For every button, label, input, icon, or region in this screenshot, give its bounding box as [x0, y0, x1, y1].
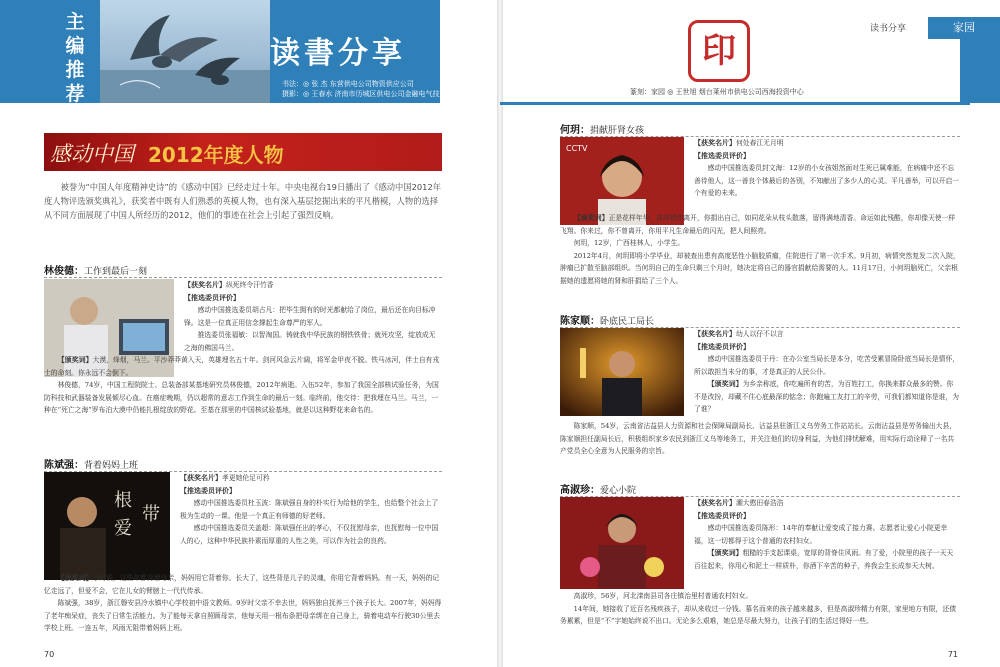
side-label-char: 荐: [65, 83, 85, 105]
award-label: 【获奖名片】: [694, 139, 736, 147]
review-label: 【推选委员评价】: [694, 151, 750, 160]
award-text: 幼人以仔不以言: [736, 330, 784, 338]
credit-calligraphy: 书法：◎ 张 杰 东营供电公司物资供应公司: [282, 80, 414, 88]
section-tabs: [870, 17, 1000, 39]
svg-text:CCTV: CCTV: [566, 144, 588, 153]
section-label: 读书分享: [870, 24, 907, 34]
award-text: 孝更她伦足可矜: [222, 474, 270, 482]
banner-calligraphy: 感动中国: [50, 142, 134, 166]
person-heading: [560, 118, 960, 134]
seal-stamp: 印: [688, 20, 750, 82]
person-name: 陈斌强：: [44, 460, 84, 471]
portrait-illustration: [560, 497, 684, 589]
review-label: 【推选委员评价】: [184, 293, 240, 302]
words-label: 【颁奖词】: [707, 549, 743, 557]
bio-text: 2012年4月，何玥即将小学毕业，却被查出患有高度恶性小脑胶质瘤，住院进行了第一次手术。9月初，病情突然复发二次入院，肿瘤已扩散至脑部组织。当何玥自己的生命只剩三个月时，她决定将自己的器官捐献给需要的人。11月17日，小何玥脑死亡，父亲根据她的遗愿将她的肾和肝捐给了三个人。: [560, 251, 960, 285]
person-award-block: [694, 328, 960, 416]
person-name: 何玥：: [560, 125, 590, 136]
header-credits: [282, 79, 461, 99]
person-heading: [44, 453, 442, 469]
review-text: 感动中国推选委员于丹：在办公室当局长是本分，吃苦受累冒险卧底当局长是情怀，所以敢担当未分的事，才是真正的人民公仆。: [694, 355, 960, 376]
column-title: 读書分享: [270, 36, 406, 71]
person-name: 林俊德：: [44, 266, 84, 277]
bio-text: 林俊德，74岁，中国工程院院士、总装备部某基地研究员林俊德，2012年病逝。入伍52年，参加了我国全部核试验任务，为国防科技和武器装备发展倾尽心血。在癌症晚期，仍以超常的意志工作到生命的最后一刻。临终前，他交待：把我埋在马兰。马兰，一种在“死亡之海”罗布泊大漠中仍能扎根绽放的野花。至基在那里的中国核试验基地，就是以这种野花来命名的。: [44, 381, 439, 414]
bio-text: 14年间，她接收了近百名残疾孩子，却从来收过一分钱。慕名而来的孩子越来越多，但是高淑珍精力有限，家里地方有限，还债务累累，但是“不”字她始终说不出口。无论多么艰难，她总是尽最大努力，让孩子们的生活过得好一些。: [560, 604, 957, 625]
words-text: 小时候，这些年都背着母亲，妈妈用它背着你。长大了，这些背是儿子的灵魂，你用它背着妈妈。有一天，妈妈的记忆走远了，但爱不会，它在儿女的臂膀上一代代传承。: [44, 574, 440, 595]
person-photo: [560, 328, 684, 416]
words-text: 正是花样年华，你却悄然离开，你捐出自己，如同花朵从枝头散落，留得满地清香。命运如此残酷，你却像天使一样飞翔。你来过，你不曾离开，你用平凡生命最后的闪光，把人间照亮。: [560, 214, 956, 235]
person-subtitle: 工作到最后一刻: [84, 267, 148, 277]
award-text: 潮大憨田春浩浩: [736, 499, 784, 507]
award-text: 纵死终令汗竹香: [226, 281, 274, 289]
person-photo: [44, 472, 170, 580]
person-subtitle: 背着妈妈上班: [84, 461, 139, 471]
award-label: 【获奖名片】: [184, 281, 226, 289]
person-award-block: [184, 279, 442, 354]
portrait-illustration: [560, 328, 684, 416]
bio-head: 高淑珍，56岁，河北滦南县司各庄镇治里村普通农村妇女。: [573, 592, 753, 600]
person-name: 高淑珍：: [560, 485, 600, 496]
words-text: 为乡亲称底，你吃遍所有的苦，为百姓打工，你换来群众最多的赞。你不是改扮，却藏不住心底最深的惦念；你跑遍工友打工的辛劳，可我们都知道你是谁，为了谁？: [694, 380, 960, 413]
portrait-illustration: [44, 472, 170, 580]
review-text: 感动中国推选委员胡占凡：把毕生拥有的时光都献给了岗位，最后还在向目标冲锋。这是一位真正用信念撑起生命尊严的军人。: [184, 306, 436, 327]
person-award-block: [180, 472, 442, 547]
side-label-char: 编: [65, 35, 85, 57]
seal-credit: 篆刻：家园 ◎ 王世旭 烟台莱州市供电公司西海投资中心: [630, 88, 804, 96]
words-label: 【颁奖词】: [57, 574, 93, 582]
credit-photo: 摄影：◎ 王春水 济南市历城区供电公司金融电气技术中心: [282, 90, 461, 98]
award-label: 【获奖名片】: [694, 499, 736, 507]
review-text-2: 感动中国推选委员关盖超：陈斌强任出的孝心，不仅抚慰母亲，也抚慰每一位中国人的心，这种中华民族朴素而厚重的人性之美，可以作为社会的良药。: [180, 524, 439, 545]
side-label: [60, 10, 90, 106]
svg-text:爱: 爱: [114, 518, 132, 539]
section-home-tab: 家园: [928, 17, 1000, 39]
header-rule: [500, 102, 970, 105]
words-label: 【颁奖词】: [707, 380, 743, 388]
person-heading: [44, 259, 442, 275]
review-label: 【推选委员评价】: [694, 342, 750, 351]
person-name: 陈家顺：: [560, 316, 600, 327]
heron-illustration: [100, 0, 270, 103]
person-body: [560, 420, 960, 458]
person-body: [560, 590, 960, 628]
person-subtitle: 卧底民工局长: [600, 317, 655, 327]
award-label: 【获奖名片】: [694, 330, 736, 338]
side-label-char: 推: [65, 59, 85, 81]
person-heading: [560, 309, 960, 325]
svg-text:带: 带: [142, 504, 160, 525]
side-label-char: 主: [65, 11, 85, 33]
person-body: [44, 354, 442, 417]
page-number-right: 71: [947, 650, 958, 659]
person-award-block: [694, 137, 960, 200]
bio-head: 何玥，12岁，广西桂林人，小学生。: [573, 239, 685, 247]
svg-text:根: 根: [114, 490, 132, 511]
person-subtitle: 爱心小院: [600, 486, 637, 496]
intro-paragraph: 被誉为“中国人年度精神史诗”的《感动中国》已经走过十年。中央电视台19日播出了《感动中国2012年度人物评选颁奖典礼》，获奖者中既有人们熟悉的英模人物，也有深入基层挖掘出来的平凡楷模，人物的选择从不同方面展现了中国人所经历的2012，他们的事迹在社会上引起了强烈反响。: [44, 182, 442, 220]
header-photo-herons: [100, 0, 270, 103]
review-text-2: 推选委员张福敏：以智淘国。铸就我中华民族的钢铁铁骨；就死攻坚，绽放成无之海的佛国马兰。: [184, 331, 436, 352]
divider: [44, 277, 442, 278]
review-label: 【推选委员评价】: [694, 511, 750, 520]
person-body: [44, 572, 442, 635]
person-heading: [560, 478, 960, 494]
bio-text: 陈家顺，54岁，云南省沾益县人力资源和社会保障局副局长、沾益县驻浙江义乌劳务工作站站长。云南沾益县是劳务输出大县，陈家顺担任副局长后，积极组织家乡农民到浙江义乌等地务工，并关注他们的切身利益，为他们排忧解难，用实际行动诠释了一名共产党员全心全意为人民服务的宗旨。: [560, 422, 957, 455]
page-number-left: 70: [44, 650, 55, 659]
award-text: 何处春江无月明: [736, 139, 784, 147]
person-photo: [560, 497, 684, 589]
review-label: 【推选委员评价】: [180, 486, 236, 495]
person-subtitle: 捐献肝肾女孩: [590, 126, 645, 136]
right-page: [500, 0, 1000, 667]
words-text: 粗糙的手支起课桌，宽厚的背脊住风雨。有了爱，小院里的孩子一天天百往起来，你用心和泥土一样质朴，你酒下辛苦的种子，养我会生长成参天大树。: [694, 549, 954, 570]
person-body: [560, 212, 960, 287]
person-award-block: [694, 497, 960, 572]
bio-text: 陈斌强，38岁，浙江磐安县冷水镇中心学校初中语文教师。9岁时父亲不幸去世，妈妈独自抚养三个孩子长大。2007年，妈妈得了老年痴呆症，丧失了日常生活能力。为了能每天拿自照顾母亲，他每天用一根布条把母亲绑在自己身上，骑着电动车行驶30公里去学校上班。一连五年，风雨无阻带着妈妈上班。: [44, 599, 442, 632]
award-label: 【获奖名片】: [180, 474, 222, 482]
words-label: 【颁奖词】: [573, 214, 609, 222]
words-label: 【颁奖词】: [57, 356, 93, 364]
feature-banner: [44, 133, 442, 171]
review-text: 感动中国推选委员封文海：12岁的小女孩姐然面对生死已属难能，在病痛中还不忘善待他人，这一善良个体最后的各别，不知献出了多少人的心灵。平凡善举，可以开启一个有爱的未来。: [694, 164, 960, 197]
review-text: 感动中国推选委员陈形：14年的奉献让爱变成了接力赛。志愿者让爱心小院更幸福，这一切都得于这个普通的农村妇女。: [694, 524, 948, 545]
words-text: 大漠，烽烟，马兰。平沙莽莽黄入天，英雄埋名五十年。剑河风急云片阔，将军金甲夜不脱。铁马冰河，伴士自有戎士的命刻。你永远不会倒下。: [44, 356, 440, 377]
banner-title: 2012年度人物: [148, 143, 284, 167]
review-text: 感动中国推选委员杜玉波：陈斌强自身的朴实行为给他的学生，也给整个社会上了极为生动的一课。他是一个真正有师德的好老师。: [180, 499, 439, 520]
